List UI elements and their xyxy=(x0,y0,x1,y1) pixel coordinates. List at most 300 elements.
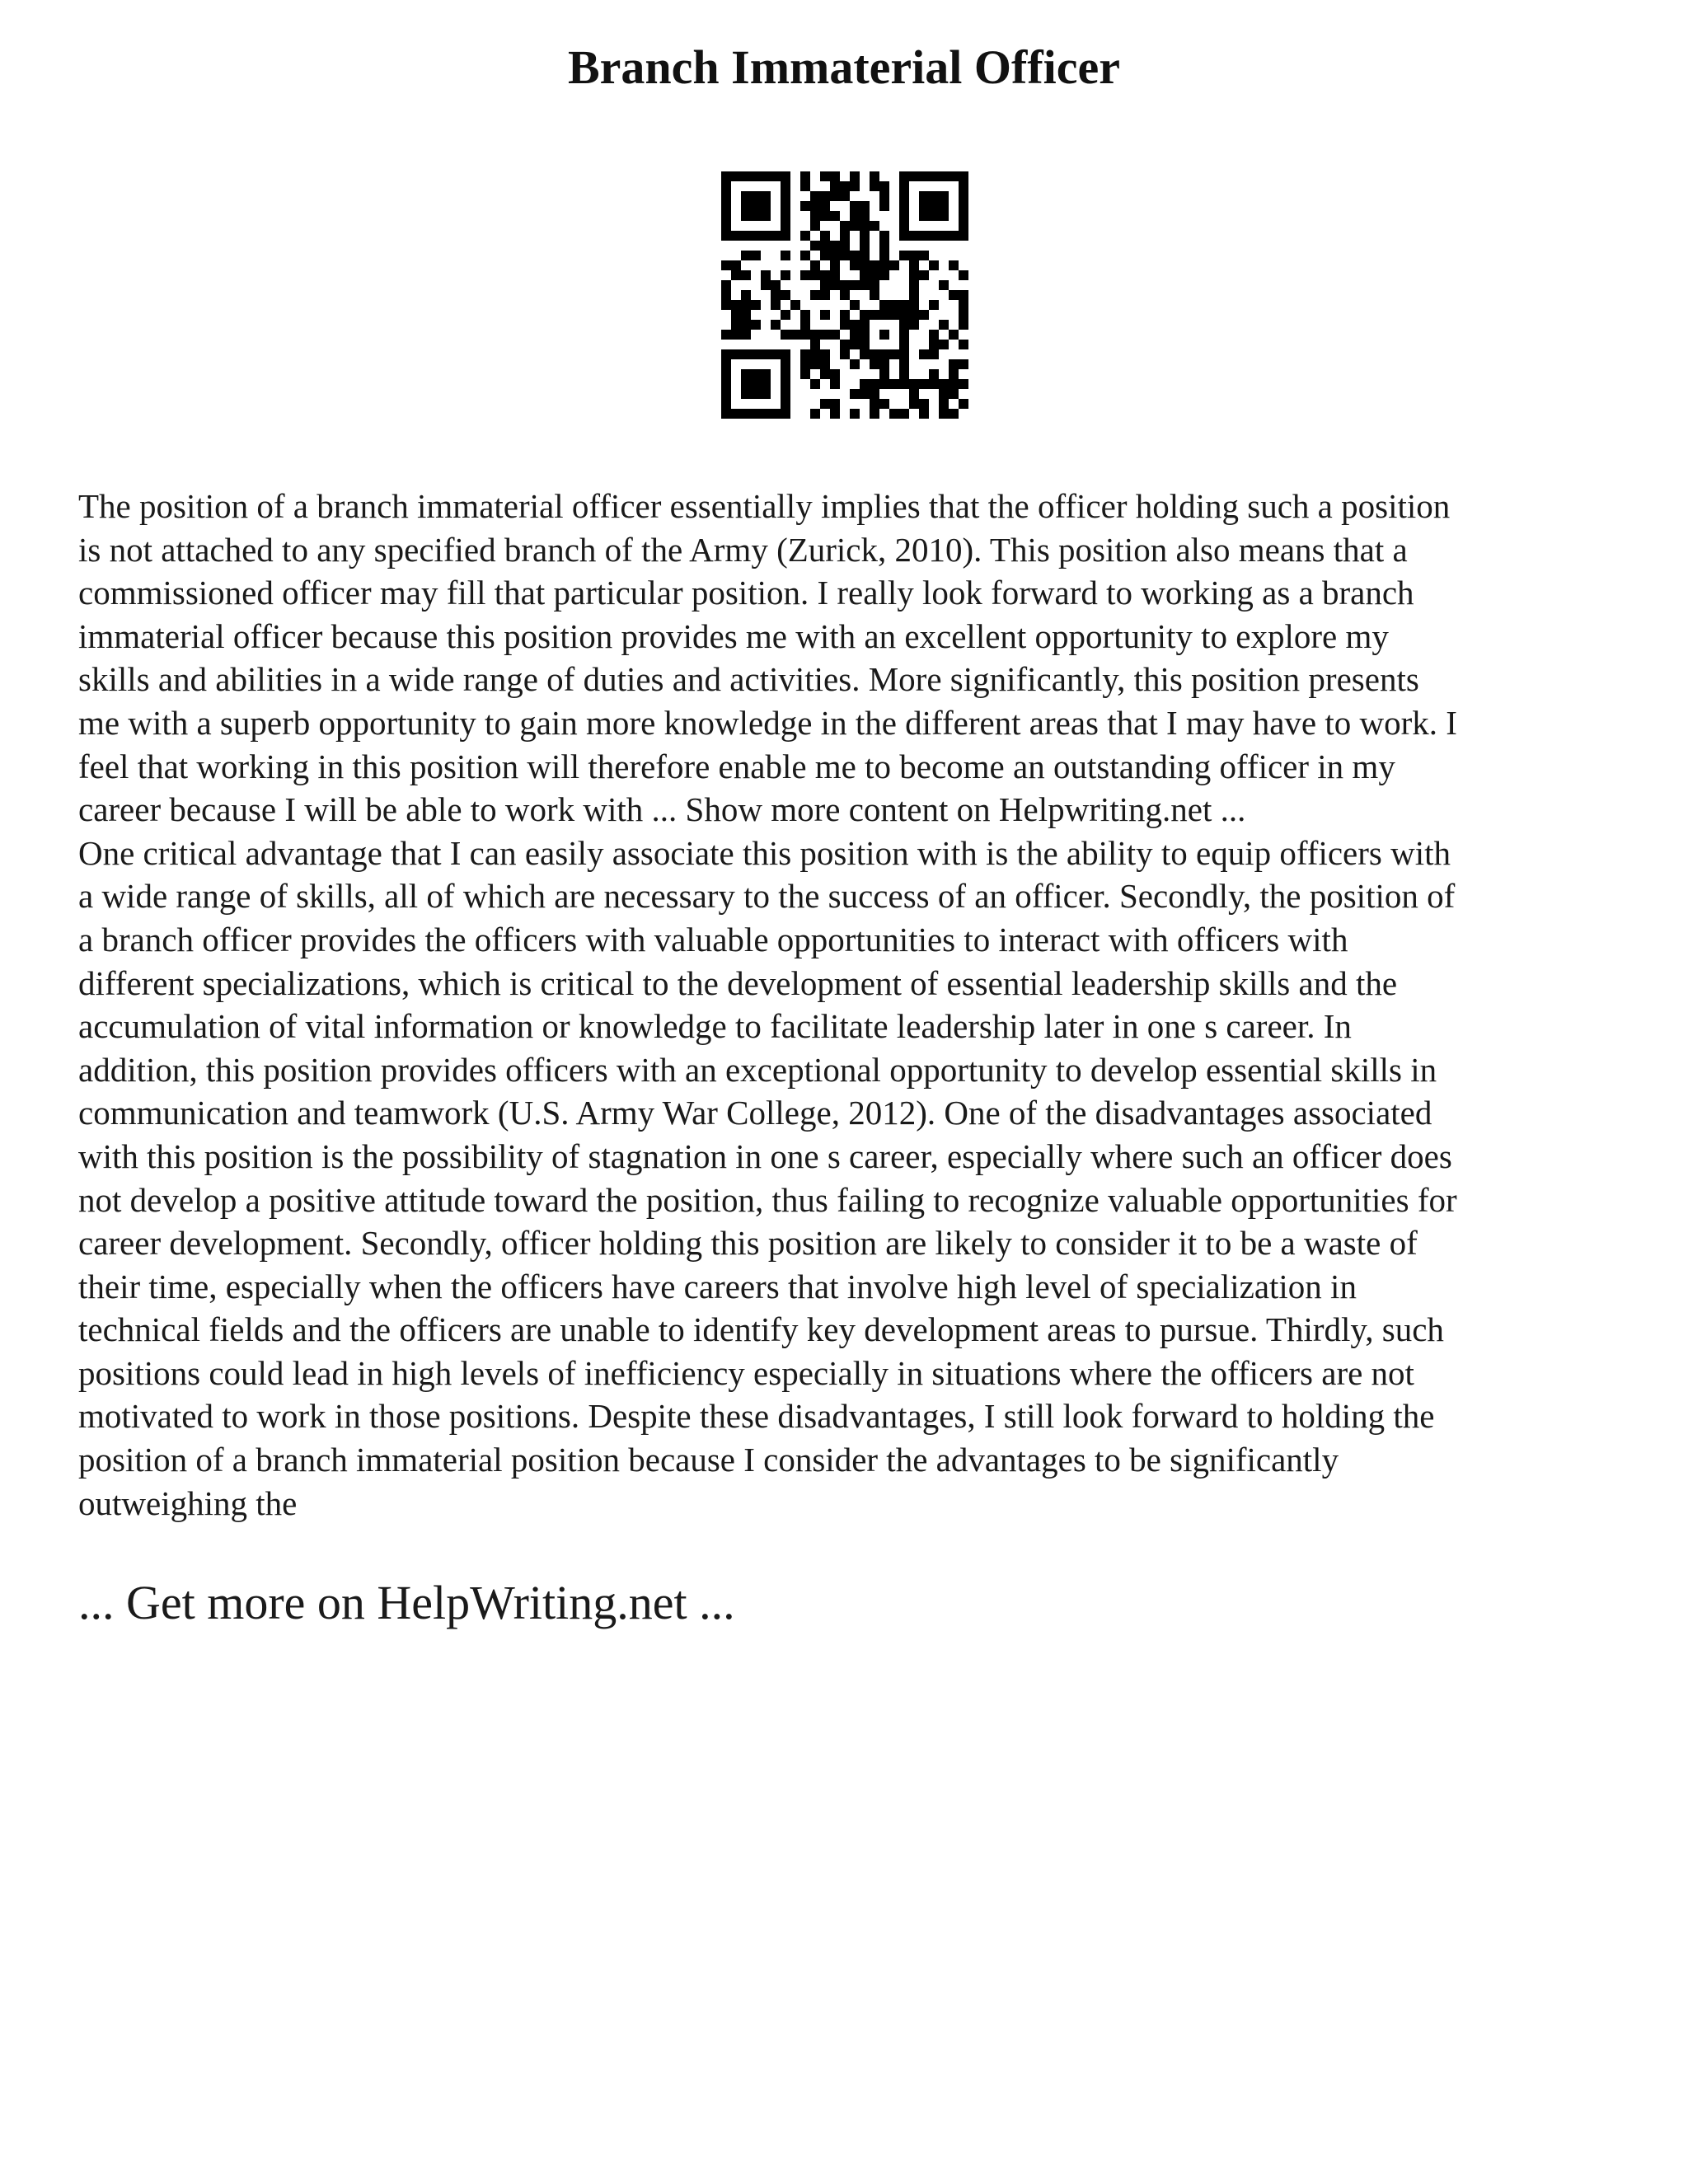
qr-module xyxy=(879,379,889,389)
qr-module xyxy=(870,280,879,290)
qr-module xyxy=(830,270,840,280)
qr-module xyxy=(721,221,731,231)
qr-module xyxy=(959,320,968,330)
body-text-line: One critical advantage that I can easily associate this position with is the ability to equip officers with xyxy=(78,833,1451,872)
qr-module xyxy=(909,280,919,290)
qr-module xyxy=(731,270,741,280)
qr-module xyxy=(741,231,751,241)
qr-module xyxy=(870,379,879,389)
qr-module xyxy=(860,340,870,349)
qr-module xyxy=(840,349,850,359)
qr-module xyxy=(860,320,870,330)
qr-module xyxy=(751,389,761,399)
qr-module xyxy=(959,300,968,310)
qr-module xyxy=(850,201,860,211)
qr-module xyxy=(840,280,850,290)
qr-module xyxy=(741,251,751,260)
qr-module xyxy=(929,349,939,359)
qr-module xyxy=(741,369,751,379)
qr-module xyxy=(751,369,761,379)
qr-module xyxy=(721,201,731,211)
qr-module xyxy=(919,191,929,201)
qr-module xyxy=(800,330,810,340)
qr-module xyxy=(860,251,870,260)
qr-module xyxy=(820,399,830,409)
qr-module xyxy=(959,171,968,181)
qr-module xyxy=(850,320,860,330)
qr-module xyxy=(870,389,879,399)
qr-module xyxy=(810,191,820,201)
qr-module xyxy=(850,211,860,221)
qr-module xyxy=(860,211,870,221)
qr-module xyxy=(840,340,850,349)
qr-module xyxy=(939,399,949,409)
qr-module xyxy=(909,290,919,300)
qr-module xyxy=(850,280,860,290)
qr-module xyxy=(939,320,949,330)
qr-module xyxy=(810,270,820,280)
body-text-line: a branch officer provides the officers with valuable opportunities to interact with officers with xyxy=(78,920,1348,958)
qr-module xyxy=(800,171,810,181)
qr-module xyxy=(721,389,731,399)
qr-module xyxy=(830,260,840,270)
qr-module xyxy=(879,349,889,359)
qr-module xyxy=(870,409,879,419)
qr-module xyxy=(761,409,771,419)
qr-module xyxy=(850,260,860,270)
qr-module xyxy=(929,201,939,211)
qr-module xyxy=(939,171,949,181)
qr-module xyxy=(810,359,820,369)
qr-module xyxy=(830,191,840,201)
qr-module xyxy=(959,310,968,320)
qr-module xyxy=(771,349,781,359)
qr-module xyxy=(840,181,850,191)
qr-module xyxy=(781,171,790,181)
qr-module xyxy=(860,310,870,320)
qr-module xyxy=(751,171,761,181)
qr-module xyxy=(949,359,959,369)
qr-module xyxy=(909,399,919,409)
qr-module xyxy=(721,399,731,409)
body-text-line: a wide range of skills, all of which are necessary to the success of an officer. Secondly, the position of xyxy=(78,877,1456,916)
qr-module xyxy=(741,330,751,340)
qr-module xyxy=(771,290,781,300)
qr-module xyxy=(929,191,939,201)
qr-module xyxy=(939,191,949,201)
qr-module xyxy=(721,300,731,310)
qr-module xyxy=(879,310,889,320)
qr-module xyxy=(899,349,909,359)
qr-module xyxy=(860,389,870,399)
qr-module xyxy=(959,340,968,349)
qr-module xyxy=(909,171,919,181)
body-text-line: different specializations, which is critical to the development of essential leadership skills and the xyxy=(78,963,1398,1002)
qr-module xyxy=(879,270,889,280)
qr-module xyxy=(820,310,830,320)
qr-module xyxy=(731,310,741,320)
qr-module xyxy=(909,251,919,260)
body-text-line: skills and abilities in a wide range of duties and activities. More significantly, this position presents xyxy=(78,660,1419,699)
qr-module xyxy=(959,191,968,201)
qr-module xyxy=(751,201,761,211)
qr-module xyxy=(761,379,771,389)
qr-module xyxy=(810,290,820,300)
qr-module xyxy=(761,171,771,181)
qr-module xyxy=(721,231,731,241)
get-more-link[interactable] xyxy=(78,1574,735,1632)
qr-module xyxy=(889,260,899,270)
qr-module xyxy=(850,409,860,419)
qr-module xyxy=(721,280,731,290)
body-text-line: The position of a branch immaterial officer essentially implies that the officer holding such a position xyxy=(78,487,1451,525)
qr-module xyxy=(721,379,731,389)
qr-module xyxy=(810,211,820,221)
qr-module xyxy=(879,369,889,379)
qr-module xyxy=(959,399,968,409)
qr-module xyxy=(790,330,800,340)
qr-module xyxy=(840,251,850,260)
qr-module xyxy=(781,389,790,399)
qr-module xyxy=(959,379,968,389)
qr-module xyxy=(830,251,840,260)
qr-module xyxy=(870,270,879,280)
qr-module xyxy=(949,409,959,419)
qr-module xyxy=(781,409,790,419)
qr-module xyxy=(939,409,949,419)
qr-module xyxy=(810,379,820,389)
qr-module xyxy=(879,260,889,270)
qr-module xyxy=(830,330,840,340)
qr-module xyxy=(771,171,781,181)
qr-module xyxy=(761,191,771,201)
qr-module xyxy=(781,221,790,231)
qr-module xyxy=(919,409,929,419)
qr-module xyxy=(929,340,939,349)
qr-module xyxy=(820,359,830,369)
qr-module xyxy=(919,310,929,320)
qr-module xyxy=(721,171,731,181)
qr-module xyxy=(820,330,830,340)
body-text-line: positions could lead in high levels of inefficiency especially in situations where the officers are not xyxy=(78,1353,1414,1392)
qr-module xyxy=(909,320,919,330)
qr-module xyxy=(850,181,860,191)
qr-module xyxy=(761,231,771,241)
body-text-line: outweighing the xyxy=(78,1483,298,1522)
qr-module xyxy=(830,211,840,221)
body-text-line: technical fields and the officers are unable to identify key development areas to pursue. Thirdly, such xyxy=(78,1310,1444,1349)
qr-module xyxy=(810,241,820,251)
body-text-line: career development. Secondly, officer holding this position are likely to consider it to be a waste of xyxy=(78,1224,1418,1263)
qr-module xyxy=(850,359,860,369)
qr-module xyxy=(949,171,959,181)
qr-module xyxy=(731,409,741,419)
qr-module xyxy=(761,280,771,290)
qr-module xyxy=(781,290,790,300)
qr-module xyxy=(909,379,919,389)
qr-module xyxy=(909,300,919,310)
qr-module xyxy=(899,201,909,211)
qr-module xyxy=(919,201,929,211)
qr-module xyxy=(929,379,939,389)
qr-module xyxy=(820,251,830,260)
qr-module xyxy=(899,191,909,201)
qr-module xyxy=(751,409,761,419)
qr-module xyxy=(939,231,949,241)
qr-module xyxy=(899,320,909,330)
qr-module xyxy=(721,191,731,201)
qr-module xyxy=(731,260,741,270)
qr-module xyxy=(781,359,790,369)
qr-module xyxy=(820,349,830,359)
qr-module xyxy=(830,409,840,419)
qr-module xyxy=(751,379,761,389)
qr-module xyxy=(800,231,810,241)
qr-module xyxy=(830,399,840,409)
qr-module xyxy=(870,399,879,409)
qr-module xyxy=(959,211,968,221)
qr-module xyxy=(939,340,949,349)
qr-module xyxy=(949,389,959,399)
qr-module xyxy=(790,300,800,310)
qr-module xyxy=(959,201,968,211)
qr-module xyxy=(949,330,959,340)
qr-module xyxy=(721,330,731,340)
qr-module xyxy=(929,330,939,340)
body-text-line: with this position is the possibility of stagnation in one s career, especially where such an officer does xyxy=(78,1137,1452,1175)
qr-module xyxy=(879,399,889,409)
body-text-line: career because I will be able to work with ... Show more content on Helpwriting.net ... xyxy=(78,790,1246,829)
qr-module xyxy=(909,389,919,399)
qr-module xyxy=(800,369,810,379)
qr-module xyxy=(850,221,860,231)
qr-module xyxy=(741,171,751,181)
qr-module xyxy=(731,320,741,330)
qr-module xyxy=(741,349,751,359)
qr-module xyxy=(929,231,939,241)
qr-module xyxy=(741,409,751,419)
qr-module xyxy=(741,320,751,330)
qr-module xyxy=(899,171,909,181)
qr-module xyxy=(741,310,751,320)
qr-module xyxy=(800,251,810,260)
qr-module xyxy=(781,369,790,379)
qr-module xyxy=(800,359,810,369)
qr-module xyxy=(899,340,909,349)
qr-module xyxy=(879,191,889,201)
qr-module xyxy=(929,211,939,221)
qr-module xyxy=(771,280,781,290)
qr-module xyxy=(939,211,949,221)
qr-module xyxy=(840,320,850,330)
qr-module xyxy=(751,251,761,260)
qr-module xyxy=(721,211,731,221)
qr-module xyxy=(731,349,741,359)
qr-module xyxy=(899,251,909,260)
qr-module xyxy=(771,300,781,310)
qr-module xyxy=(929,369,939,379)
qr-module xyxy=(870,310,879,320)
qr-module xyxy=(899,181,909,191)
body-text-line: addition, this position provides officers with an exceptional opportunity to develop essential skills in xyxy=(78,1050,1437,1089)
qr-module xyxy=(751,191,761,201)
qr-module xyxy=(731,231,741,241)
qr-module xyxy=(820,171,830,181)
qr-module xyxy=(781,379,790,389)
qr-module xyxy=(919,349,929,359)
qr-module xyxy=(830,171,840,181)
qr-module xyxy=(741,290,751,300)
body-text-line: me with a superb opportunity to gain more knowledge in the different areas that I may have to work. I xyxy=(78,703,1457,742)
qr-module xyxy=(810,340,820,349)
qr-module xyxy=(899,310,909,320)
qr-module xyxy=(879,201,889,211)
qr-module xyxy=(761,349,771,359)
qr-module xyxy=(810,409,820,419)
qr-module xyxy=(870,221,879,231)
qr-module xyxy=(781,231,790,241)
qr-module xyxy=(721,359,731,369)
qr-module xyxy=(899,231,909,241)
qr-module xyxy=(751,231,761,241)
get-more-link-text[interactable]: ... Get more on HelpWriting.net ... xyxy=(78,1576,735,1629)
qr-module xyxy=(879,181,889,191)
qr-module xyxy=(939,389,949,399)
qr-module xyxy=(761,389,771,399)
qr-module xyxy=(919,270,929,280)
qr-module xyxy=(741,379,751,389)
qr-module xyxy=(889,379,899,389)
qr-module xyxy=(850,340,860,349)
qr-module xyxy=(860,201,870,211)
qr-module xyxy=(840,221,850,231)
qr-module xyxy=(800,320,810,330)
qr-module xyxy=(830,280,840,290)
qr-module xyxy=(751,300,761,310)
qr-module xyxy=(939,280,949,290)
qr-module xyxy=(721,290,731,300)
body-text-line: commissioned officer may fill that particular position. I really look forward to working as a branch xyxy=(78,574,1414,612)
qr-module xyxy=(850,251,860,260)
qr-module xyxy=(860,231,870,241)
qr-module xyxy=(771,409,781,419)
qr-module xyxy=(959,270,968,280)
qr-module xyxy=(721,181,731,191)
qr-module xyxy=(870,349,879,359)
qr-module xyxy=(879,241,889,251)
qr-module xyxy=(860,280,870,290)
qr-module xyxy=(751,349,761,359)
qr-module xyxy=(721,349,731,359)
qr-module xyxy=(781,211,790,221)
qr-module xyxy=(731,330,741,340)
qr-module xyxy=(761,201,771,211)
body-text-line: motivated to work in those positions. Despite these disadvantages, I still look forward to holding the xyxy=(78,1397,1435,1436)
qr-module xyxy=(840,290,850,300)
qr-module xyxy=(820,290,830,300)
page-title: Branch Immaterial Officer xyxy=(567,40,1120,94)
qr-module xyxy=(899,300,909,310)
qr-module xyxy=(909,310,919,320)
qr-module xyxy=(879,231,889,241)
qr-code-icon xyxy=(721,171,968,419)
qr-module xyxy=(800,201,810,211)
qr-module xyxy=(919,171,929,181)
qr-module xyxy=(830,379,840,389)
qr-module xyxy=(879,300,889,310)
qr-module xyxy=(751,211,761,221)
qr-module xyxy=(870,171,879,181)
qr-module xyxy=(800,270,810,280)
qr-module xyxy=(810,260,820,270)
qr-module xyxy=(889,300,899,310)
body-text-line: accumulation of vital information or knowledge to facilitate leadership later in one s career. In xyxy=(78,1007,1352,1046)
qr-module xyxy=(860,349,870,359)
qr-module xyxy=(820,369,830,379)
qr-module xyxy=(820,231,830,241)
qr-module xyxy=(741,270,751,280)
qr-module xyxy=(731,300,741,310)
qr-module xyxy=(889,310,899,320)
qr-module xyxy=(899,379,909,389)
qr-module xyxy=(949,260,959,270)
qr-module xyxy=(771,231,781,241)
qr-module xyxy=(820,211,830,221)
body-text-line: not develop a positive attitude toward the position, thus failing to recognize valuable opportunities for xyxy=(78,1180,1457,1219)
qr-module xyxy=(919,379,929,389)
qr-module xyxy=(830,369,840,379)
body-text-line: position of a branch immaterial position because I consider the advantages to be significantly xyxy=(78,1441,1339,1479)
qr-module xyxy=(820,270,830,280)
qr-module xyxy=(870,359,879,369)
qr-module xyxy=(751,320,761,330)
qr-module xyxy=(741,389,751,399)
qr-module xyxy=(781,181,790,191)
qr-module xyxy=(810,349,820,359)
qr-module xyxy=(721,409,731,419)
qr-module xyxy=(820,280,830,290)
qr-module xyxy=(721,369,731,379)
qr-module xyxy=(889,349,899,359)
qr-module xyxy=(919,251,929,260)
qr-module xyxy=(741,300,751,310)
qr-module xyxy=(850,300,860,310)
qr-module xyxy=(781,191,790,201)
qr-module xyxy=(899,409,909,419)
qr-module xyxy=(781,201,790,211)
qr-module xyxy=(919,231,929,241)
qr-module xyxy=(860,270,870,280)
qr-module xyxy=(840,310,850,320)
qr-module xyxy=(860,330,870,340)
body-text-line: immaterial officer because this position provides me with an excellent opportunity to explore my xyxy=(78,616,1389,655)
qr-module xyxy=(860,241,870,251)
qr-module xyxy=(800,181,810,191)
qr-module xyxy=(959,181,968,191)
qr-module xyxy=(781,310,790,320)
qr-module xyxy=(879,330,889,340)
qr-module xyxy=(959,359,968,369)
qr-module xyxy=(741,201,751,211)
body-text-line: is not attached to any specified branch of the Army (Zurick, 2010). This position also means that a xyxy=(78,530,1408,569)
qr-module xyxy=(850,389,860,399)
qr-module xyxy=(810,201,820,211)
qr-module xyxy=(741,211,751,221)
qr-module xyxy=(761,369,771,379)
body-text-line: communication and teamwork (U.S. Army War College, 2012). One of the disadvantages associated xyxy=(78,1094,1432,1132)
qr-module xyxy=(781,349,790,359)
qr-module xyxy=(919,211,929,221)
